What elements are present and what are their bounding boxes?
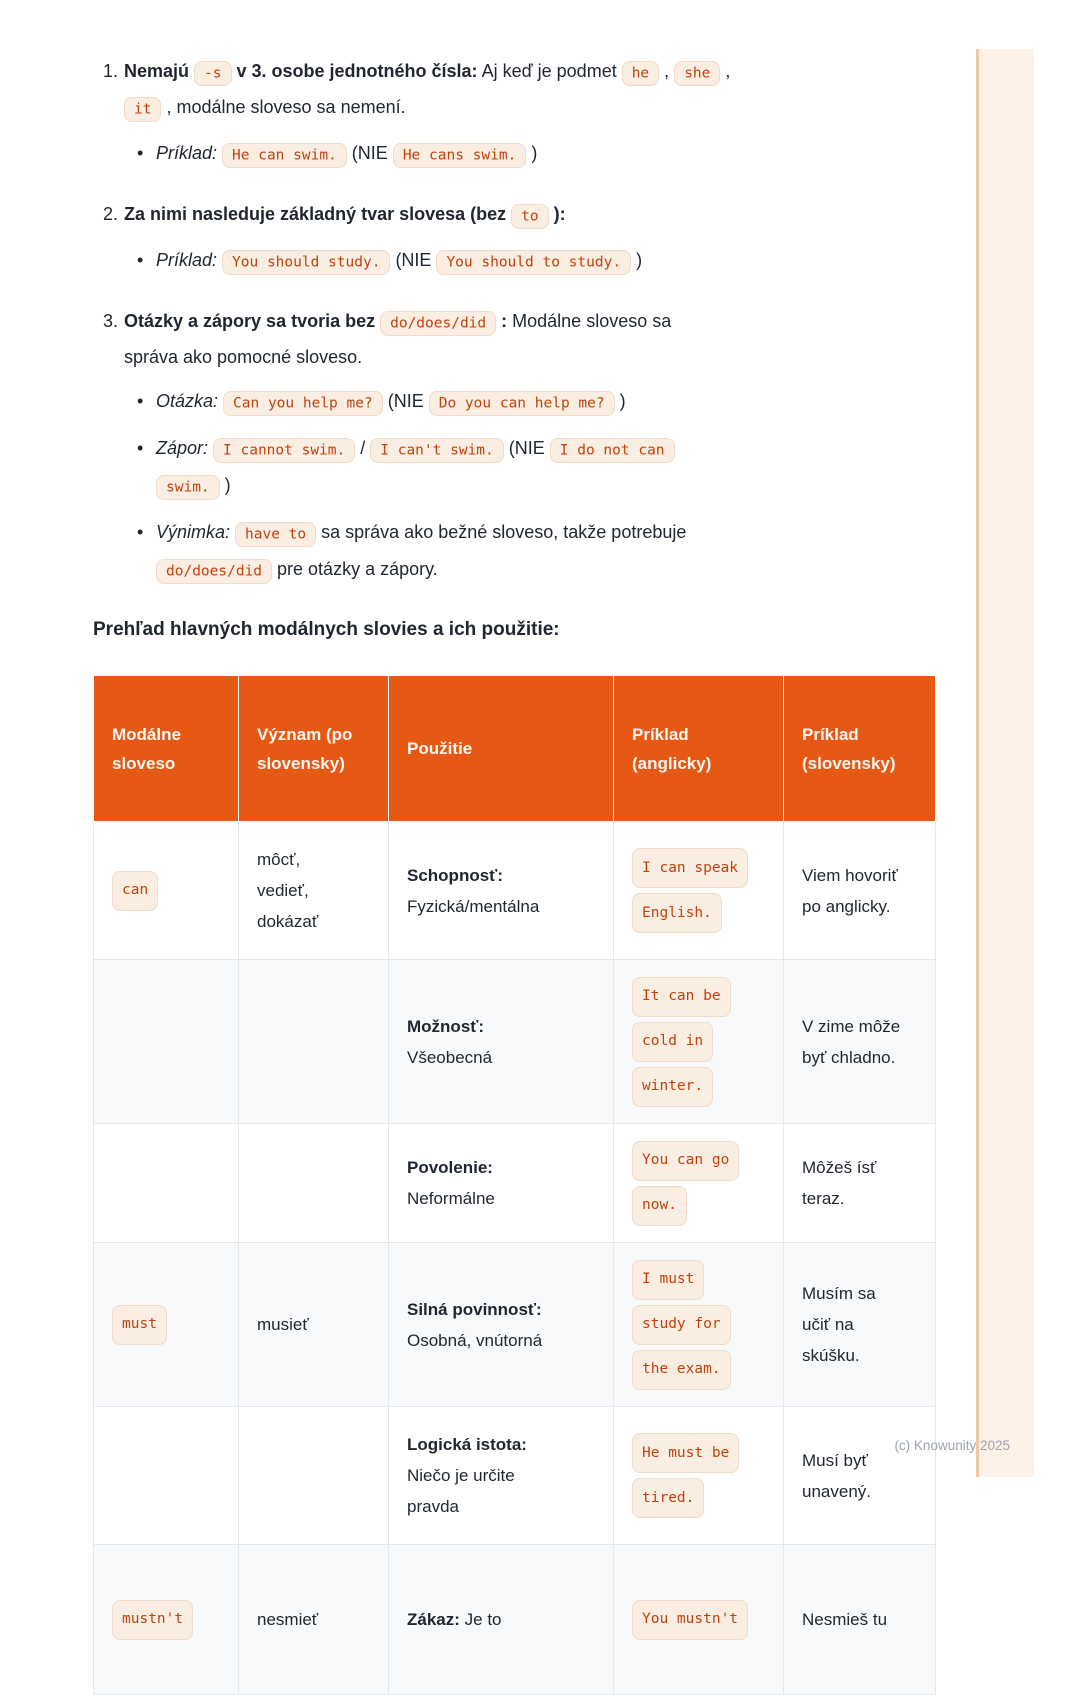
- table-cell: [389, 822, 614, 960]
- text-run: pravda: [407, 1497, 459, 1516]
- italic-label: Výnimka:: [156, 522, 236, 542]
- inline-code-chip: I can speak: [632, 848, 748, 888]
- table-cell: [784, 1407, 936, 1545]
- text-run: (NIE: [382, 391, 429, 411]
- table-body: [94, 822, 936, 1695]
- column-header: Význam (po slovensky): [239, 676, 389, 822]
- text-run: Modálne sloveso sa: [507, 311, 672, 331]
- table-cell: [94, 1124, 239, 1243]
- table-cell: [239, 960, 389, 1124]
- column-header: Použitie: [389, 676, 614, 822]
- inline-code-chip: he: [622, 61, 659, 86]
- bullet-text: [156, 384, 930, 421]
- list-item-text: [124, 304, 930, 374]
- inline-code-chip: -s: [194, 61, 231, 86]
- text-run: byť chladno.: [802, 1047, 896, 1067]
- table-header-row: [94, 676, 936, 822]
- text-run: musieť: [257, 1315, 309, 1334]
- text-run: ): [631, 250, 643, 270]
- column-header: Príklad (slovensky): [784, 676, 936, 822]
- bullet-dot: [137, 384, 156, 421]
- table-cell: [614, 822, 784, 960]
- inline-code-chip: He cans swim.: [393, 143, 527, 168]
- table-cell: [389, 960, 614, 1124]
- text-run: Osobná, vnútorná: [407, 1330, 543, 1350]
- table-cell: [239, 1243, 389, 1407]
- text-run: môcť,: [257, 850, 301, 869]
- inline-code-chip: He can swim.: [222, 143, 347, 168]
- text-run: Musí byť: [802, 1450, 868, 1470]
- table-cell: [389, 1407, 614, 1545]
- inline-code-chip: have to: [235, 522, 316, 547]
- bold-text: Povolenie:: [407, 1158, 493, 1177]
- table-header: [94, 676, 936, 822]
- italic-label: Príklad:: [156, 250, 223, 270]
- inline-code-chip: swim.: [156, 475, 220, 500]
- modal-verbs-table: [93, 675, 936, 1695]
- text-run: Musím sa: [802, 1284, 876, 1303]
- bold-text: Zákaz:: [407, 1610, 460, 1629]
- bullet-item: [137, 515, 930, 589]
- bold-text: Schopnosť:: [407, 865, 503, 885]
- list-item-body: [124, 197, 930, 280]
- text-run: pre otázky a zápory.: [272, 559, 438, 579]
- text-run: ): [526, 143, 538, 163]
- inline-code-chip: You can go: [632, 1141, 739, 1181]
- inline-code-chip: He must be: [632, 1433, 739, 1473]
- list-item-text: [124, 197, 930, 233]
- inline-code-chip: to: [511, 204, 548, 229]
- inline-code-chip: do/does/did: [156, 559, 272, 584]
- text-run: Aj keď je podmet: [477, 61, 622, 81]
- list-number: 1.: [102, 61, 118, 81]
- table-row: [94, 822, 936, 960]
- inline-code-chip: must: [112, 1305, 167, 1345]
- table-cell: [614, 1124, 784, 1243]
- table-row: [94, 1243, 936, 1407]
- inline-code-chip: You mustn't: [632, 1600, 748, 1640]
- inline-code-chip: can: [112, 871, 158, 911]
- inline-code-chip: the exam.: [632, 1350, 731, 1390]
- bullet-text: [156, 431, 930, 505]
- inline-code-chip: I must: [632, 1260, 704, 1300]
- text-run: , modálne sloveso sa nemení.: [161, 97, 406, 117]
- table-cell: [389, 1124, 614, 1243]
- bold-text: Otázky a zápory sa tvoria bez: [124, 311, 381, 331]
- bullet-item: [137, 431, 930, 505]
- table-cell: [94, 1407, 239, 1545]
- table-cell: [94, 1545, 239, 1695]
- list-number: 2.: [102, 204, 118, 224]
- text-run: Všeobecná: [407, 1047, 493, 1067]
- inline-code-chip: You should study.: [222, 250, 390, 275]
- list-item-body: [124, 304, 930, 589]
- italic-label: Príklad:: [156, 143, 223, 163]
- text-run: Neformálne: [407, 1189, 495, 1208]
- table-cell: [614, 1243, 784, 1407]
- text-run: unavený.: [802, 1481, 871, 1501]
- italic-label: Zápor:: [156, 438, 214, 458]
- table-cell: [614, 960, 784, 1124]
- table-row: [94, 1545, 936, 1695]
- text-run: (NIE: [503, 438, 550, 458]
- inline-code-chip: You should to study.: [436, 250, 631, 275]
- text-run: správa ako pomocné sloveso.: [124, 347, 363, 367]
- table-cell: [784, 1545, 936, 1695]
- text-run: V zime môže: [802, 1016, 901, 1036]
- inline-code-chip: I can't swim.: [370, 438, 504, 463]
- inline-code-chip: cold in: [632, 1022, 713, 1062]
- inline-code-chip: she: [674, 61, 720, 86]
- text-run: nesmieť: [257, 1610, 319, 1629]
- text-run: Viem hovoriť: [802, 865, 898, 885]
- table-cell: [614, 1407, 784, 1545]
- table-cell: [94, 1243, 239, 1407]
- bold-text: Za nimi nasleduje základný tvar slovesa (bez: [124, 204, 512, 224]
- column-header: Modálne sloveso: [94, 676, 239, 822]
- table-cell: [389, 1243, 614, 1407]
- bullet-text: [156, 136, 930, 173]
- list-item: [101, 304, 930, 589]
- inline-code-chip: now.: [632, 1186, 687, 1226]
- list-item-text: [124, 54, 930, 126]
- text-run: sa správa ako bežné sloveso, takže potrebuje: [316, 522, 687, 542]
- table-cell: [614, 1545, 784, 1695]
- bullet-item: [137, 136, 930, 173]
- inline-code-chip: English.: [632, 893, 722, 933]
- watermark: (c) Knowunity 2025: [894, 1438, 1010, 1453]
- text-run: dokázať: [257, 912, 319, 931]
- text-run: učiť na: [802, 1315, 854, 1334]
- inline-code-chip: Can you help me?: [223, 391, 383, 416]
- text-run: Je to: [459, 1610, 502, 1629]
- table-cell: [239, 1545, 389, 1695]
- table-cell: [239, 1407, 389, 1545]
- text-run: /: [355, 438, 371, 458]
- table-cell: [784, 1124, 936, 1243]
- bold-text: v 3. osobe jednotného čísla:: [231, 61, 478, 81]
- table-cell: [389, 1545, 614, 1695]
- text-run: po anglicky.: [802, 896, 891, 916]
- text-run: Fyzická/mentálna: [407, 896, 540, 916]
- table-cell: [239, 1124, 389, 1243]
- text-run: ): [614, 391, 626, 411]
- bullet-text: [156, 243, 930, 280]
- column-header: Príklad (anglicky): [614, 676, 784, 822]
- bullet-dot: [137, 515, 156, 589]
- bullet-item: [137, 243, 930, 280]
- bullet-list: [124, 384, 930, 589]
- table-cell: [94, 822, 239, 960]
- text-run: (NIE: [390, 250, 437, 270]
- bullet-text: [156, 515, 930, 589]
- table-cell: [784, 1243, 936, 1407]
- table-row: [94, 1124, 936, 1243]
- bullet-list: [124, 136, 930, 173]
- intro-list: [101, 54, 930, 589]
- inline-code-chip: tired.: [632, 1478, 704, 1518]
- inline-code-chip: it: [124, 97, 161, 122]
- inline-code-chip: I do not can: [550, 438, 675, 463]
- inline-code-chip: Do you can help me?: [429, 391, 615, 416]
- bold-text: Nemajú: [124, 61, 195, 81]
- text-run: Môžeš ísť: [802, 1158, 877, 1177]
- inline-code-chip: It can be: [632, 977, 731, 1017]
- section-heading: Prehľad hlavných modálnych slovies a ich použitie:: [93, 619, 560, 640]
- inline-code-chip: winter.: [632, 1067, 713, 1107]
- inline-code-chip: study for: [632, 1305, 731, 1345]
- table-cell: [239, 822, 389, 960]
- table-row: [94, 1407, 936, 1545]
- text-run: (NIE: [346, 143, 393, 163]
- bullet-dot: [137, 136, 156, 173]
- table-cell: [784, 822, 936, 960]
- inline-code-chip: I cannot swim.: [213, 438, 355, 463]
- inline-code-chip: do/does/did: [380, 311, 496, 336]
- bold-text: :: [496, 311, 508, 331]
- bold-text: ):: [548, 204, 566, 224]
- inline-code-chip: mustn't: [112, 1600, 193, 1640]
- bullet-item: [137, 384, 930, 421]
- italic-label: Otázka:: [156, 391, 224, 411]
- bold-text: Možnosť:: [407, 1016, 485, 1036]
- table-row: [94, 960, 936, 1124]
- text-run: skúšku.: [802, 1346, 860, 1365]
- text-run: ): [219, 475, 231, 495]
- bold-text: Logická istota:: [407, 1435, 527, 1454]
- bullet-dot: [137, 431, 156, 505]
- bullet-list: [124, 243, 930, 280]
- text-run: Nesmieš tu: [802, 1610, 888, 1629]
- text-run: ,: [659, 61, 675, 81]
- list-number: 3.: [102, 311, 118, 331]
- table-cell: [784, 960, 936, 1124]
- list-item: [101, 54, 930, 173]
- text-run: Niečo je určite: [407, 1466, 515, 1485]
- table-cell: [94, 960, 239, 1124]
- text-run: vedieť,: [257, 881, 309, 900]
- text-run: teraz.: [802, 1189, 845, 1208]
- bold-text: Silná povinnosť:: [407, 1299, 542, 1319]
- bullet-dot: [137, 243, 156, 280]
- text-run: ,: [720, 61, 731, 81]
- list-item: [101, 197, 930, 280]
- list-item-body: [124, 54, 930, 173]
